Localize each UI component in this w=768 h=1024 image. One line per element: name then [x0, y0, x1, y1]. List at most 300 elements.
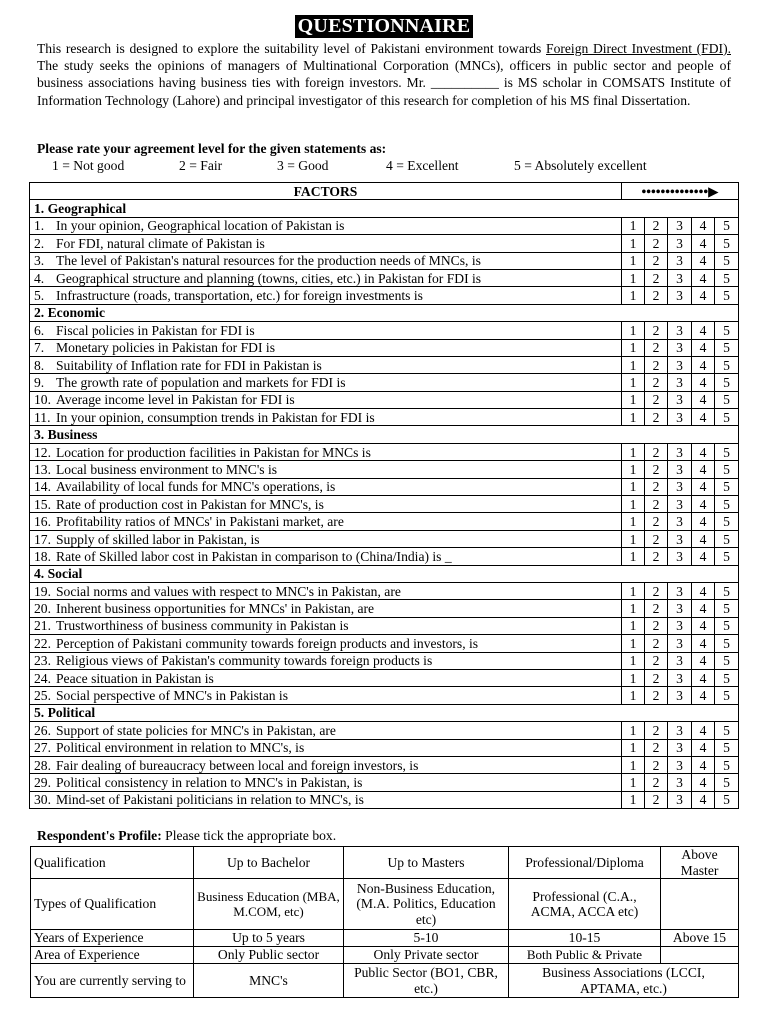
statement-number: 14. [34, 479, 51, 495]
statement-row [30, 739, 739, 756]
rating-option-1[interactable]: 1 [622, 652, 645, 669]
rating-option-5[interactable]: 5 [715, 530, 739, 547]
statement-text: The level of Pakistan's natural resources for the production needs of MNCs, is [56, 253, 481, 269]
statement-cell [30, 339, 622, 356]
rating-option-3[interactable]: 3 [668, 687, 692, 704]
rating-option-3[interactable]: 3 [668, 356, 692, 373]
rating-option-4[interactable]: 4 [692, 739, 715, 756]
rating-option-3[interactable]: 3 [668, 774, 692, 791]
statement-row [30, 409, 739, 426]
statement-number: 20. [34, 601, 51, 617]
option-business-associations[interactable]: Business Associations (LCCI, APTAMA, etc.) [509, 964, 739, 998]
statement-text: Average income level in Pakistan for FDI is [56, 392, 295, 408]
rating-option-4[interactable]: 4 [692, 722, 715, 739]
option-up-to-masters[interactable]: Up to Masters [344, 847, 509, 879]
statement-row [30, 669, 739, 686]
category-row [30, 200, 739, 217]
rating-option-2[interactable]: 2 [645, 513, 668, 530]
option-above-master[interactable]: Above Master [661, 847, 739, 879]
rating-option-2[interactable]: 2 [645, 722, 668, 739]
statement-row [30, 374, 739, 391]
rating-option-3[interactable]: 3 [668, 443, 692, 460]
scale-item-1: 1 = Not good [52, 158, 125, 173]
statement-number: 28. [34, 757, 51, 773]
rating-option-5[interactable]: 5 [715, 443, 739, 460]
statement-cell [30, 600, 622, 617]
statement-cell [30, 269, 622, 286]
statement-text: In your opinion, Geographical location of Pakistan is [56, 218, 345, 234]
factors-header-row [30, 183, 739, 200]
rating-option-4[interactable]: 4 [692, 287, 715, 304]
statement-number: 2. [34, 235, 45, 251]
statement-text: Social perspective of MNC's in Pakistan is [56, 688, 289, 704]
rating-option-5[interactable]: 5 [715, 617, 739, 634]
profile-heading-rest: Please tick the appropriate box. [161, 828, 337, 843]
rating-option-4[interactable]: 4 [692, 235, 715, 252]
statement-cell [30, 461, 622, 478]
statement-row [30, 496, 739, 513]
rating-option-4[interactable]: 4 [692, 356, 715, 373]
rating-option-4[interactable]: 4 [692, 391, 715, 408]
statement-number: 17. [34, 531, 51, 547]
rating-option-2[interactable]: 2 [645, 600, 668, 617]
rating-option-2[interactable]: 2 [645, 582, 668, 599]
rating-option-2[interactable]: 2 [645, 443, 668, 460]
rating-option-4[interactable]: 4 [692, 774, 715, 791]
statement-text: Rate of production cost in Pakistan for MNC's, is [56, 496, 324, 512]
rating-option-1[interactable]: 1 [622, 582, 645, 599]
rating-option-5[interactable]: 5 [715, 669, 739, 686]
rating-option-1[interactable]: 1 [622, 374, 645, 391]
rating-option-1[interactable]: 1 [622, 443, 645, 460]
rating-option-2[interactable]: 2 [645, 496, 668, 513]
statement-cell [30, 722, 622, 739]
statement-cell [30, 356, 622, 373]
statement-number: 15. [34, 496, 51, 512]
statement-text: Availability of local funds for MNC's operations, is [56, 479, 336, 495]
rating-option-5[interactable]: 5 [715, 600, 739, 617]
rating-option-5[interactable]: 5 [715, 391, 739, 408]
rating-option-4[interactable]: 4 [692, 669, 715, 686]
rating-option-1[interactable]: 1 [622, 339, 645, 356]
statement-text: Trustworthiness of business community in Pakistan is [56, 618, 349, 634]
statement-number: 22. [34, 635, 51, 651]
option-types-blank[interactable] [661, 879, 739, 930]
rating-option-3[interactable]: 3 [668, 287, 692, 304]
intro-text-1: This research is designed to explore the suitability level of Pakistani environment towards [37, 41, 547, 56]
rating-option-3[interactable]: 3 [668, 374, 692, 391]
rating-option-3[interactable]: 3 [668, 269, 692, 286]
statement-cell [30, 443, 622, 460]
rating-option-1[interactable]: 1 [622, 252, 645, 269]
rating-option-5[interactable]: 5 [715, 513, 739, 530]
rating-option-2[interactable]: 2 [645, 774, 668, 791]
rating-option-1[interactable]: 1 [622, 461, 645, 478]
rating-option-1[interactable]: 1 [622, 391, 645, 408]
statement-text: Suitability of Inflation rate for FDI in Pakistan is [56, 357, 322, 373]
option-up-to-bachelor[interactable]: Up to Bachelor [194, 847, 344, 879]
statement-row [30, 356, 739, 373]
rating-option-2[interactable]: 2 [645, 791, 668, 808]
statement-text: Support of state policies for MNC's in Pakistan, are [56, 722, 336, 738]
statement-cell [30, 235, 622, 252]
rating-option-5[interactable]: 5 [715, 496, 739, 513]
rating-option-4[interactable]: 4 [692, 374, 715, 391]
statement-cell [30, 582, 622, 599]
rating-option-4[interactable]: 4 [692, 582, 715, 599]
rating-option-3[interactable]: 3 [668, 635, 692, 652]
statement-text: Monetary policies in Pakistan for FDI is [56, 340, 275, 356]
profile-label-serving: You are currently serving to [31, 964, 194, 998]
statement-cell [30, 409, 622, 426]
rating-option-1[interactable]: 1 [622, 635, 645, 652]
page-title: QUESTIONNAIRE [295, 15, 474, 38]
profile-row-area [31, 947, 739, 964]
rating-option-4[interactable]: 4 [692, 687, 715, 704]
rating-option-2[interactable]: 2 [645, 374, 668, 391]
option-10-15[interactable]: 10-15 [509, 930, 661, 947]
statement-text: Religious views of Pakistan's community towards foreign products is [56, 653, 433, 669]
rating-option-5[interactable]: 5 [715, 356, 739, 373]
rating-option-2[interactable]: 2 [645, 252, 668, 269]
rating-option-5[interactable]: 5 [715, 791, 739, 808]
statement-text: Fiscal policies in Pakistan for FDI is [56, 322, 255, 338]
rating-option-5[interactable]: 5 [715, 635, 739, 652]
profile-row-qualification [31, 847, 739, 879]
statement-number: 1. [34, 218, 45, 234]
option-only-public[interactable]: Only Public sector [194, 947, 344, 964]
statement-row [30, 513, 739, 530]
statement-cell [30, 669, 622, 686]
statement-row [30, 391, 739, 408]
rating-option-4[interactable]: 4 [692, 530, 715, 547]
rating-option-2[interactable]: 2 [645, 287, 668, 304]
rating-option-3[interactable]: 3 [668, 461, 692, 478]
rating-option-5[interactable]: 5 [715, 722, 739, 739]
rating-option-3[interactable]: 3 [668, 530, 692, 547]
rating-option-5[interactable]: 5 [715, 687, 739, 704]
rating-option-4[interactable]: 4 [692, 217, 715, 234]
statement-row [30, 548, 739, 565]
option-only-private[interactable]: Only Private sector [344, 947, 509, 964]
statement-cell [30, 478, 622, 495]
category-title: 5. Political [30, 704, 739, 721]
rating-option-1[interactable]: 1 [622, 687, 645, 704]
rating-option-1[interactable]: 1 [622, 235, 645, 252]
rating-option-1[interactable]: 1 [622, 600, 645, 617]
option-public-sector[interactable]: Public Sector (BO1, CBR, etc.) [344, 964, 509, 998]
statement-cell [30, 287, 622, 304]
statement-number: 6. [34, 322, 45, 338]
category-row [30, 426, 739, 443]
statement-row [30, 217, 739, 234]
rating-option-2[interactable]: 2 [645, 687, 668, 704]
statement-row [30, 322, 739, 339]
statement-number: 25. [34, 688, 51, 704]
rating-option-2[interactable]: 2 [645, 478, 668, 495]
rating-option-3[interactable]: 3 [668, 513, 692, 530]
statement-number: 11. [34, 409, 51, 425]
rating-option-3[interactable]: 3 [668, 217, 692, 234]
scale-item-4: 4 = Excellent [386, 158, 459, 173]
rating-option-2[interactable]: 2 [645, 322, 668, 339]
rating-option-4[interactable]: 4 [692, 339, 715, 356]
statement-cell [30, 252, 622, 269]
rating-option-1[interactable]: 1 [622, 409, 645, 426]
statement-row [30, 252, 739, 269]
statement-cell [30, 635, 622, 652]
rating-option-5[interactable]: 5 [715, 252, 739, 269]
option-above-15[interactable]: Above 15 [661, 930, 739, 947]
statement-row [30, 443, 739, 460]
rating-option-1[interactable]: 1 [622, 513, 645, 530]
statement-text: Political environment in relation to MNC's, is [56, 740, 305, 756]
rating-option-4[interactable]: 4 [692, 548, 715, 565]
rating-arrow: ••••••••••••••▶ [622, 183, 739, 200]
profile-heading-bold: Respondent's Profile: [37, 828, 162, 843]
statement-cell [30, 739, 622, 756]
category-row [30, 565, 739, 582]
rating-option-5[interactable]: 5 [715, 322, 739, 339]
statement-row [30, 287, 739, 304]
rating-option-3[interactable]: 3 [668, 478, 692, 495]
statement-number: 18. [34, 548, 51, 564]
statement-text: Mind-set of Pakistani politicians in relation to MNC's, is [56, 792, 364, 808]
rating-option-3[interactable]: 3 [668, 339, 692, 356]
rating-option-2[interactable]: 2 [645, 617, 668, 634]
rating-option-1[interactable]: 1 [622, 548, 645, 565]
rating-option-4[interactable]: 4 [692, 269, 715, 286]
rating-option-2[interactable]: 2 [645, 217, 668, 234]
option-up-to-5-years[interactable]: Up to 5 years [194, 930, 344, 947]
rating-option-4[interactable]: 4 [692, 791, 715, 808]
rating-option-1[interactable]: 1 [622, 496, 645, 513]
rating-option-3[interactable]: 3 [668, 235, 692, 252]
statement-cell [30, 322, 622, 339]
rating-option-2[interactable]: 2 [645, 391, 668, 408]
rating-option-4[interactable]: 4 [692, 478, 715, 495]
rating-option-2[interactable]: 2 [645, 739, 668, 756]
rating-option-5[interactable]: 5 [715, 739, 739, 756]
rating-option-4[interactable]: 4 [692, 617, 715, 634]
rating-option-3[interactable]: 3 [668, 617, 692, 634]
rating-option-1[interactable]: 1 [622, 217, 645, 234]
rating-option-3[interactable]: 3 [668, 600, 692, 617]
rating-option-5[interactable]: 5 [715, 478, 739, 495]
rating-option-4[interactable]: 4 [692, 635, 715, 652]
rating-option-3[interactable]: 3 [668, 791, 692, 808]
statement-number: 21. [34, 618, 51, 634]
statement-row [30, 461, 739, 478]
statement-row [30, 687, 739, 704]
statement-text: In your opinion, consumption trends in Pakistan for FDI is [56, 409, 375, 425]
rating-option-5[interactable]: 5 [715, 409, 739, 426]
rating-option-3[interactable]: 3 [668, 409, 692, 426]
category-title: 2. Economic [30, 304, 739, 321]
profile-table [30, 846, 739, 998]
rating-option-1[interactable]: 1 [622, 722, 645, 739]
rating-option-5[interactable]: 5 [715, 756, 739, 773]
statement-text: Fair dealing of bureaucracy between local and foreign investors, is [56, 757, 419, 773]
profile-row-experience [31, 930, 739, 947]
rating-option-1[interactable]: 1 [622, 530, 645, 547]
rating-option-3[interactable]: 3 [668, 739, 692, 756]
option-area-blank[interactable] [661, 947, 739, 964]
scale-item-2: 2 = Fair [179, 158, 223, 173]
statement-number: 29. [34, 774, 51, 790]
option-business-education[interactable]: Business Education (MBA, M.COM, etc) [194, 879, 344, 930]
statement-row [30, 722, 739, 739]
rating-option-4[interactable]: 4 [692, 652, 715, 669]
rating-option-5[interactable]: 5 [715, 217, 739, 234]
rating-option-1[interactable]: 1 [622, 791, 645, 808]
statement-number: 9. [34, 374, 45, 390]
statement-text: Local business environment to MNC's is [56, 461, 278, 477]
statement-cell [30, 391, 622, 408]
rating-option-4[interactable]: 4 [692, 513, 715, 530]
statement-cell [30, 548, 622, 565]
rating-option-3[interactable]: 3 [668, 669, 692, 686]
option-mncs[interactable]: MNC's [194, 964, 344, 998]
rating-option-1[interactable]: 1 [622, 322, 645, 339]
statement-row [30, 617, 739, 634]
rating-option-2[interactable]: 2 [645, 635, 668, 652]
rating-option-2[interactable]: 2 [645, 339, 668, 356]
rating-option-2[interactable]: 2 [645, 269, 668, 286]
intro-paragraph [37, 40, 731, 109]
rating-option-5[interactable]: 5 [715, 774, 739, 791]
rating-option-5[interactable]: 5 [715, 548, 739, 565]
option-non-business-education[interactable]: Non-Business Education, (M.A. Politics, Education etc) [344, 879, 509, 930]
statement-row [30, 269, 739, 286]
statement-number: 8. [34, 357, 45, 373]
option-5-10[interactable]: 5-10 [344, 930, 509, 947]
statement-cell [30, 756, 622, 773]
intro-fdi-link: Foreign Direct Investment (FDI). [546, 41, 731, 56]
statement-text: Perception of Pakistani community towards foreign products and investors, is [56, 635, 479, 651]
rating-option-3[interactable]: 3 [668, 496, 692, 513]
statement-text: Social norms and values with respect to MNC's in Pakistan, are [56, 583, 401, 599]
statement-number: 30. [34, 792, 51, 808]
factors-header: FACTORS [30, 183, 622, 200]
rating-option-2[interactable]: 2 [645, 461, 668, 478]
profile-label-qualification: Qualification [31, 847, 194, 879]
rating-option-1[interactable]: 1 [622, 756, 645, 773]
statement-text: For FDI, natural climate of Pakistan is [56, 235, 265, 251]
profile-row-types [31, 879, 739, 930]
statement-text: Rate of Skilled labor cost in Pakistan in comparison to (China/India) is _ [56, 548, 452, 564]
option-professional-diploma[interactable]: Professional/Diploma [509, 847, 661, 879]
statement-number: 3. [34, 253, 45, 269]
statement-text: Peace situation in Pakistan is [56, 670, 214, 686]
rating-option-3[interactable]: 3 [668, 722, 692, 739]
rating-option-1[interactable]: 1 [622, 269, 645, 286]
statement-text: Inherent business opportunities for MNCs' in Pakistan, are [56, 601, 375, 617]
rating-option-4[interactable]: 4 [692, 322, 715, 339]
category-title: 1. Geographical [30, 200, 739, 217]
rating-option-3[interactable]: 3 [668, 548, 692, 565]
rating-option-5[interactable]: 5 [715, 374, 739, 391]
statement-text: Geographical structure and planning (towns, cities, etc.) in Pakistan for FDI is [56, 270, 482, 286]
option-both-public-private[interactable]: Both Public & Private [509, 947, 661, 964]
rating-option-2[interactable]: 2 [645, 756, 668, 773]
rating-option-3[interactable]: 3 [668, 756, 692, 773]
rating-option-4[interactable]: 4 [692, 409, 715, 426]
statement-number: 4. [34, 270, 45, 286]
rating-option-5[interactable]: 5 [715, 269, 739, 286]
rating-option-2[interactable]: 2 [645, 356, 668, 373]
rating-option-1[interactable]: 1 [622, 287, 645, 304]
statement-text: Supply of skilled labor in Pakistan, is [56, 531, 260, 547]
rating-option-3[interactable]: 3 [668, 252, 692, 269]
rating-option-5[interactable]: 5 [715, 652, 739, 669]
statement-cell [30, 530, 622, 547]
rating-option-1[interactable]: 1 [622, 774, 645, 791]
statement-text: Infrastructure (roads, transportation, etc.) for foreign investments is [56, 288, 423, 304]
statement-row [30, 530, 739, 547]
rating-option-4[interactable]: 4 [692, 756, 715, 773]
statement-row [30, 791, 739, 808]
statement-cell [30, 374, 622, 391]
statement-number: 7. [34, 340, 45, 356]
rating-option-2[interactable]: 2 [645, 409, 668, 426]
statement-cell [30, 791, 622, 808]
rating-option-2[interactable]: 2 [645, 669, 668, 686]
statement-row [30, 235, 739, 252]
rating-option-2[interactable]: 2 [645, 530, 668, 547]
rating-option-1[interactable]: 1 [622, 478, 645, 495]
rating-option-5[interactable]: 5 [715, 582, 739, 599]
statement-row [30, 774, 739, 791]
rating-option-5[interactable]: 5 [715, 339, 739, 356]
rating-option-4[interactable]: 4 [692, 461, 715, 478]
statement-number: 12. [34, 444, 51, 460]
statement-row [30, 635, 739, 652]
category-title: 4. Social [30, 565, 739, 582]
rating-option-4[interactable]: 4 [692, 443, 715, 460]
statement-row [30, 756, 739, 773]
rating-option-3[interactable]: 3 [668, 322, 692, 339]
option-professional-ca[interactable]: Professional (C.A., ACMA, ACCA etc) [509, 879, 661, 930]
rating-option-4[interactable]: 4 [692, 252, 715, 269]
statement-cell [30, 513, 622, 530]
rating-option-5[interactable]: 5 [715, 287, 739, 304]
profile-label-area: Area of Experience [31, 947, 194, 964]
rating-option-1[interactable]: 1 [622, 356, 645, 373]
rating-option-2[interactable]: 2 [645, 548, 668, 565]
rating-option-5[interactable]: 5 [715, 235, 739, 252]
rating-option-2[interactable]: 2 [645, 235, 668, 252]
statement-text: The growth rate of population and markets for FDI is [56, 374, 346, 390]
statement-row [30, 652, 739, 669]
rating-option-5[interactable]: 5 [715, 461, 739, 478]
rating-option-1[interactable]: 1 [622, 669, 645, 686]
rating-option-3[interactable]: 3 [668, 582, 692, 599]
rating-instruction: Please rate your agreement level for the given statements as: [37, 141, 387, 156]
rating-option-1[interactable]: 1 [622, 617, 645, 634]
rating-option-1[interactable]: 1 [622, 739, 645, 756]
statement-row [30, 582, 739, 599]
title-container [0, 15, 768, 38]
rating-option-3[interactable]: 3 [668, 652, 692, 669]
scale-item-3: 3 = Good [277, 158, 329, 173]
rating-option-4[interactable]: 4 [692, 600, 715, 617]
rating-option-2[interactable]: 2 [645, 652, 668, 669]
rating-option-3[interactable]: 3 [668, 391, 692, 408]
statement-cell [30, 652, 622, 669]
rating-option-4[interactable]: 4 [692, 496, 715, 513]
category-title: 3. Business [30, 426, 739, 443]
